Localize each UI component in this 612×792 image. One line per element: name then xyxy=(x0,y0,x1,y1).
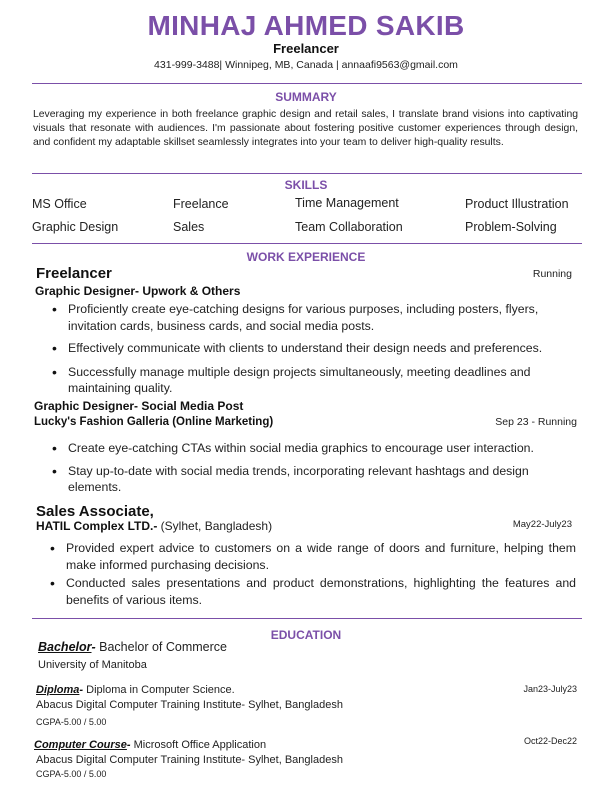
job-company-line xyxy=(36,519,272,533)
bullet-item: • Provided expert advice to customers on a wide range of doors and furniture, helping them make informed purchasing decisions. xyxy=(50,540,576,573)
skill-item: Graphic Design xyxy=(32,220,119,234)
education-gpa: CGPA-5.00 / 5.00 xyxy=(36,769,107,779)
education-degree: Bachelor of Commerce xyxy=(99,640,227,654)
skill-item: Team Collaboration xyxy=(295,220,403,234)
contact-line: 431-999-3488| Winnipeg, MB, Canada | annaafi9563@gmail.com xyxy=(154,59,458,71)
education-dash: - xyxy=(79,684,87,696)
skill-item: Time Management xyxy=(295,196,399,210)
job-date: Running xyxy=(532,268,572,280)
job-date: Sep 23 - Running xyxy=(495,416,577,428)
education-entry xyxy=(34,739,266,751)
summary-text: Leveraging my experience in both freelance graphic design and retail sales, I translate brand visions into captivating visuals that resonate with audiences. I'm passionate about fostering positive customer experiences through design, and confident my adaptable skillset seamlessly integrates into your team to deliver high-quality results. xyxy=(33,109,578,148)
bullet-item: • Successfully manage multiple design projects simultaneously, meeting deadlines and maintaining quality. xyxy=(52,364,576,397)
job-title: Freelancer xyxy=(36,265,112,282)
education-school: Abacus Digital Computer Training Institute- Sylhet, Bangladesh xyxy=(36,699,343,711)
job-location: (Sylhet, Bangladesh) xyxy=(157,519,273,533)
skill-item: Sales xyxy=(173,220,205,234)
job-date: May22-July23 xyxy=(512,519,572,530)
job-company: Lucky's Fashion Galleria (Online Marketing) xyxy=(34,416,274,428)
education-degree: Microsoft Office Application xyxy=(133,739,267,751)
job-subtitle: Graphic Designer- Upwork & Others xyxy=(35,284,241,298)
education-heading: EDUCATION xyxy=(270,628,342,642)
divider xyxy=(32,243,582,244)
job-company: HATIL Complex LTD.- xyxy=(36,519,158,533)
bullet-item: • Proficiently create eye-catching designs for various purposes, including posters, flyers, invitation cards, business cards, and social media posts. xyxy=(52,301,576,334)
education-entry xyxy=(36,684,235,696)
education-degree: Diploma in Computer Science. xyxy=(86,684,235,696)
education-label: Diploma xyxy=(36,684,80,696)
education-school: Abacus Digital Computer Training Institute- Sylhet, Bangladesh xyxy=(36,754,343,766)
education-label: Bachelor xyxy=(38,640,92,654)
divider xyxy=(32,618,582,619)
bullet-list xyxy=(52,440,576,496)
education-entry xyxy=(38,640,227,654)
education-label: Computer Course xyxy=(34,739,127,751)
divider xyxy=(32,83,582,84)
work-heading: WORK EXPERIENCE xyxy=(246,250,366,264)
education-dash: - xyxy=(126,739,134,751)
bullet-item: • Create eye-catching CTAs within social media graphics to encourage user interaction. xyxy=(52,440,576,457)
skill-item: Product Illustration xyxy=(465,197,569,211)
bullet-list xyxy=(50,540,576,608)
bullet-item: • Stay up-to-date with social media trends, incorporating relevant hashtags and design elements. xyxy=(52,463,576,496)
education-gpa: CGPA-5.00 / 5.00 xyxy=(36,717,107,727)
bullet-item: • Conducted sales presentations and product demonstrations, highlighting the features and benefits of various items. xyxy=(50,575,576,608)
skill-item: Freelance xyxy=(173,197,229,211)
skills-heading: SKILLS xyxy=(284,178,328,192)
candidate-name: MINHAJ AHMED SAKIB xyxy=(147,10,465,41)
bullet-list xyxy=(52,301,576,397)
summary-heading: SUMMARY xyxy=(275,90,337,104)
education-date: Oct22-Dec22 xyxy=(523,736,577,746)
divider xyxy=(32,173,582,174)
education-dash: - xyxy=(91,640,100,654)
job-subtitle: Graphic Designer- Social Media Post xyxy=(34,399,244,413)
bullet-item: • Effectively communicate with clients to understand their design needs and preferences. xyxy=(52,340,576,357)
job-title: Sales Associate, xyxy=(36,503,154,520)
candidate-role: Freelancer xyxy=(273,41,339,56)
skill-item: Problem-Solving xyxy=(465,220,557,234)
education-school: University of Manitoba xyxy=(38,659,147,671)
skill-item: MS Office xyxy=(32,197,87,211)
education-date: Jan23-July23 xyxy=(523,684,577,694)
